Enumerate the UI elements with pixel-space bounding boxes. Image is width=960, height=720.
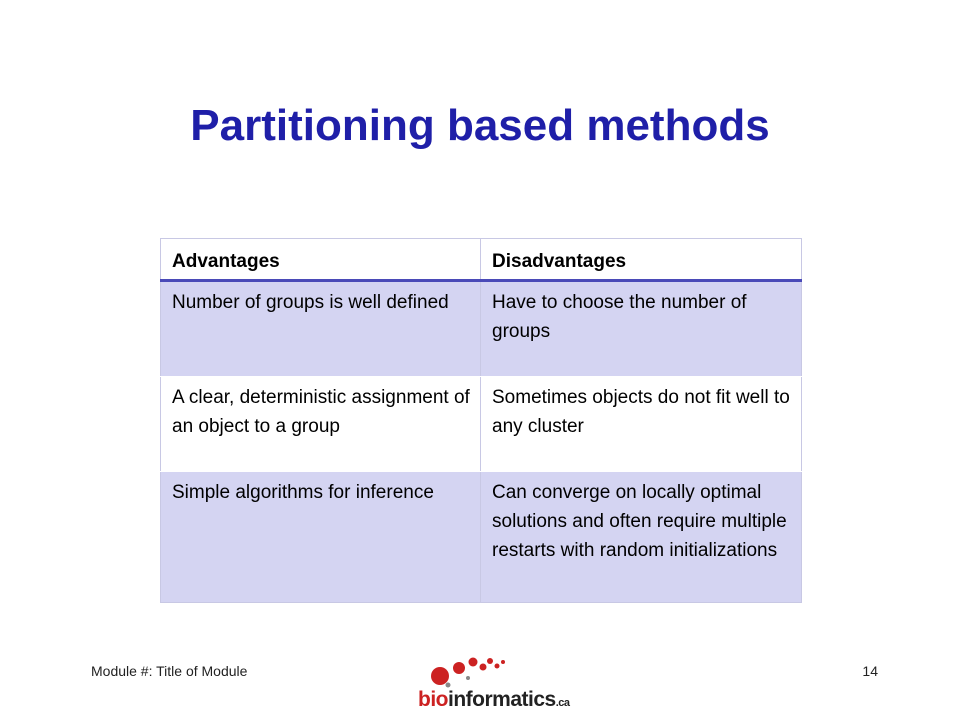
logo-dots-icon — [418, 652, 518, 688]
logo-text-main: informatics — [448, 688, 556, 711]
bioinformatics-logo — [418, 652, 570, 716]
disadvantage-cell: Have to choose the number of groups — [481, 281, 802, 377]
advantage-cell: Simple algorithms for inference — [161, 472, 481, 603]
table-header-row — [161, 239, 802, 281]
advantage-cell: A clear, deterministic assignment of an object to a group — [161, 377, 481, 472]
disadvantage-cell: Can converge on locally optimal solutions and often require multiple restarts with random initializations — [481, 472, 802, 603]
table-row — [161, 377, 802, 472]
table-row — [161, 281, 802, 377]
header-advantages: Advantages — [161, 239, 481, 281]
logo-text-prefix: bio — [418, 688, 448, 711]
slide-title: Partitioning based methods — [190, 101, 770, 150]
logo-text-suffix: .ca — [555, 697, 570, 709]
footer-module-label: Module #: Title of Module — [91, 663, 248, 679]
header-disadvantages: Disadvantages — [481, 239, 802, 281]
logo-wordmark — [418, 688, 570, 715]
table-row — [161, 472, 802, 603]
comparison-table-container — [160, 238, 801, 603]
disadvantage-cell: Sometimes objects do not fit well to any cluster — [481, 377, 802, 472]
comparison-table — [160, 238, 802, 603]
advantage-cell: Number of groups is well defined — [161, 281, 481, 377]
page-number: 14 — [862, 663, 878, 679]
